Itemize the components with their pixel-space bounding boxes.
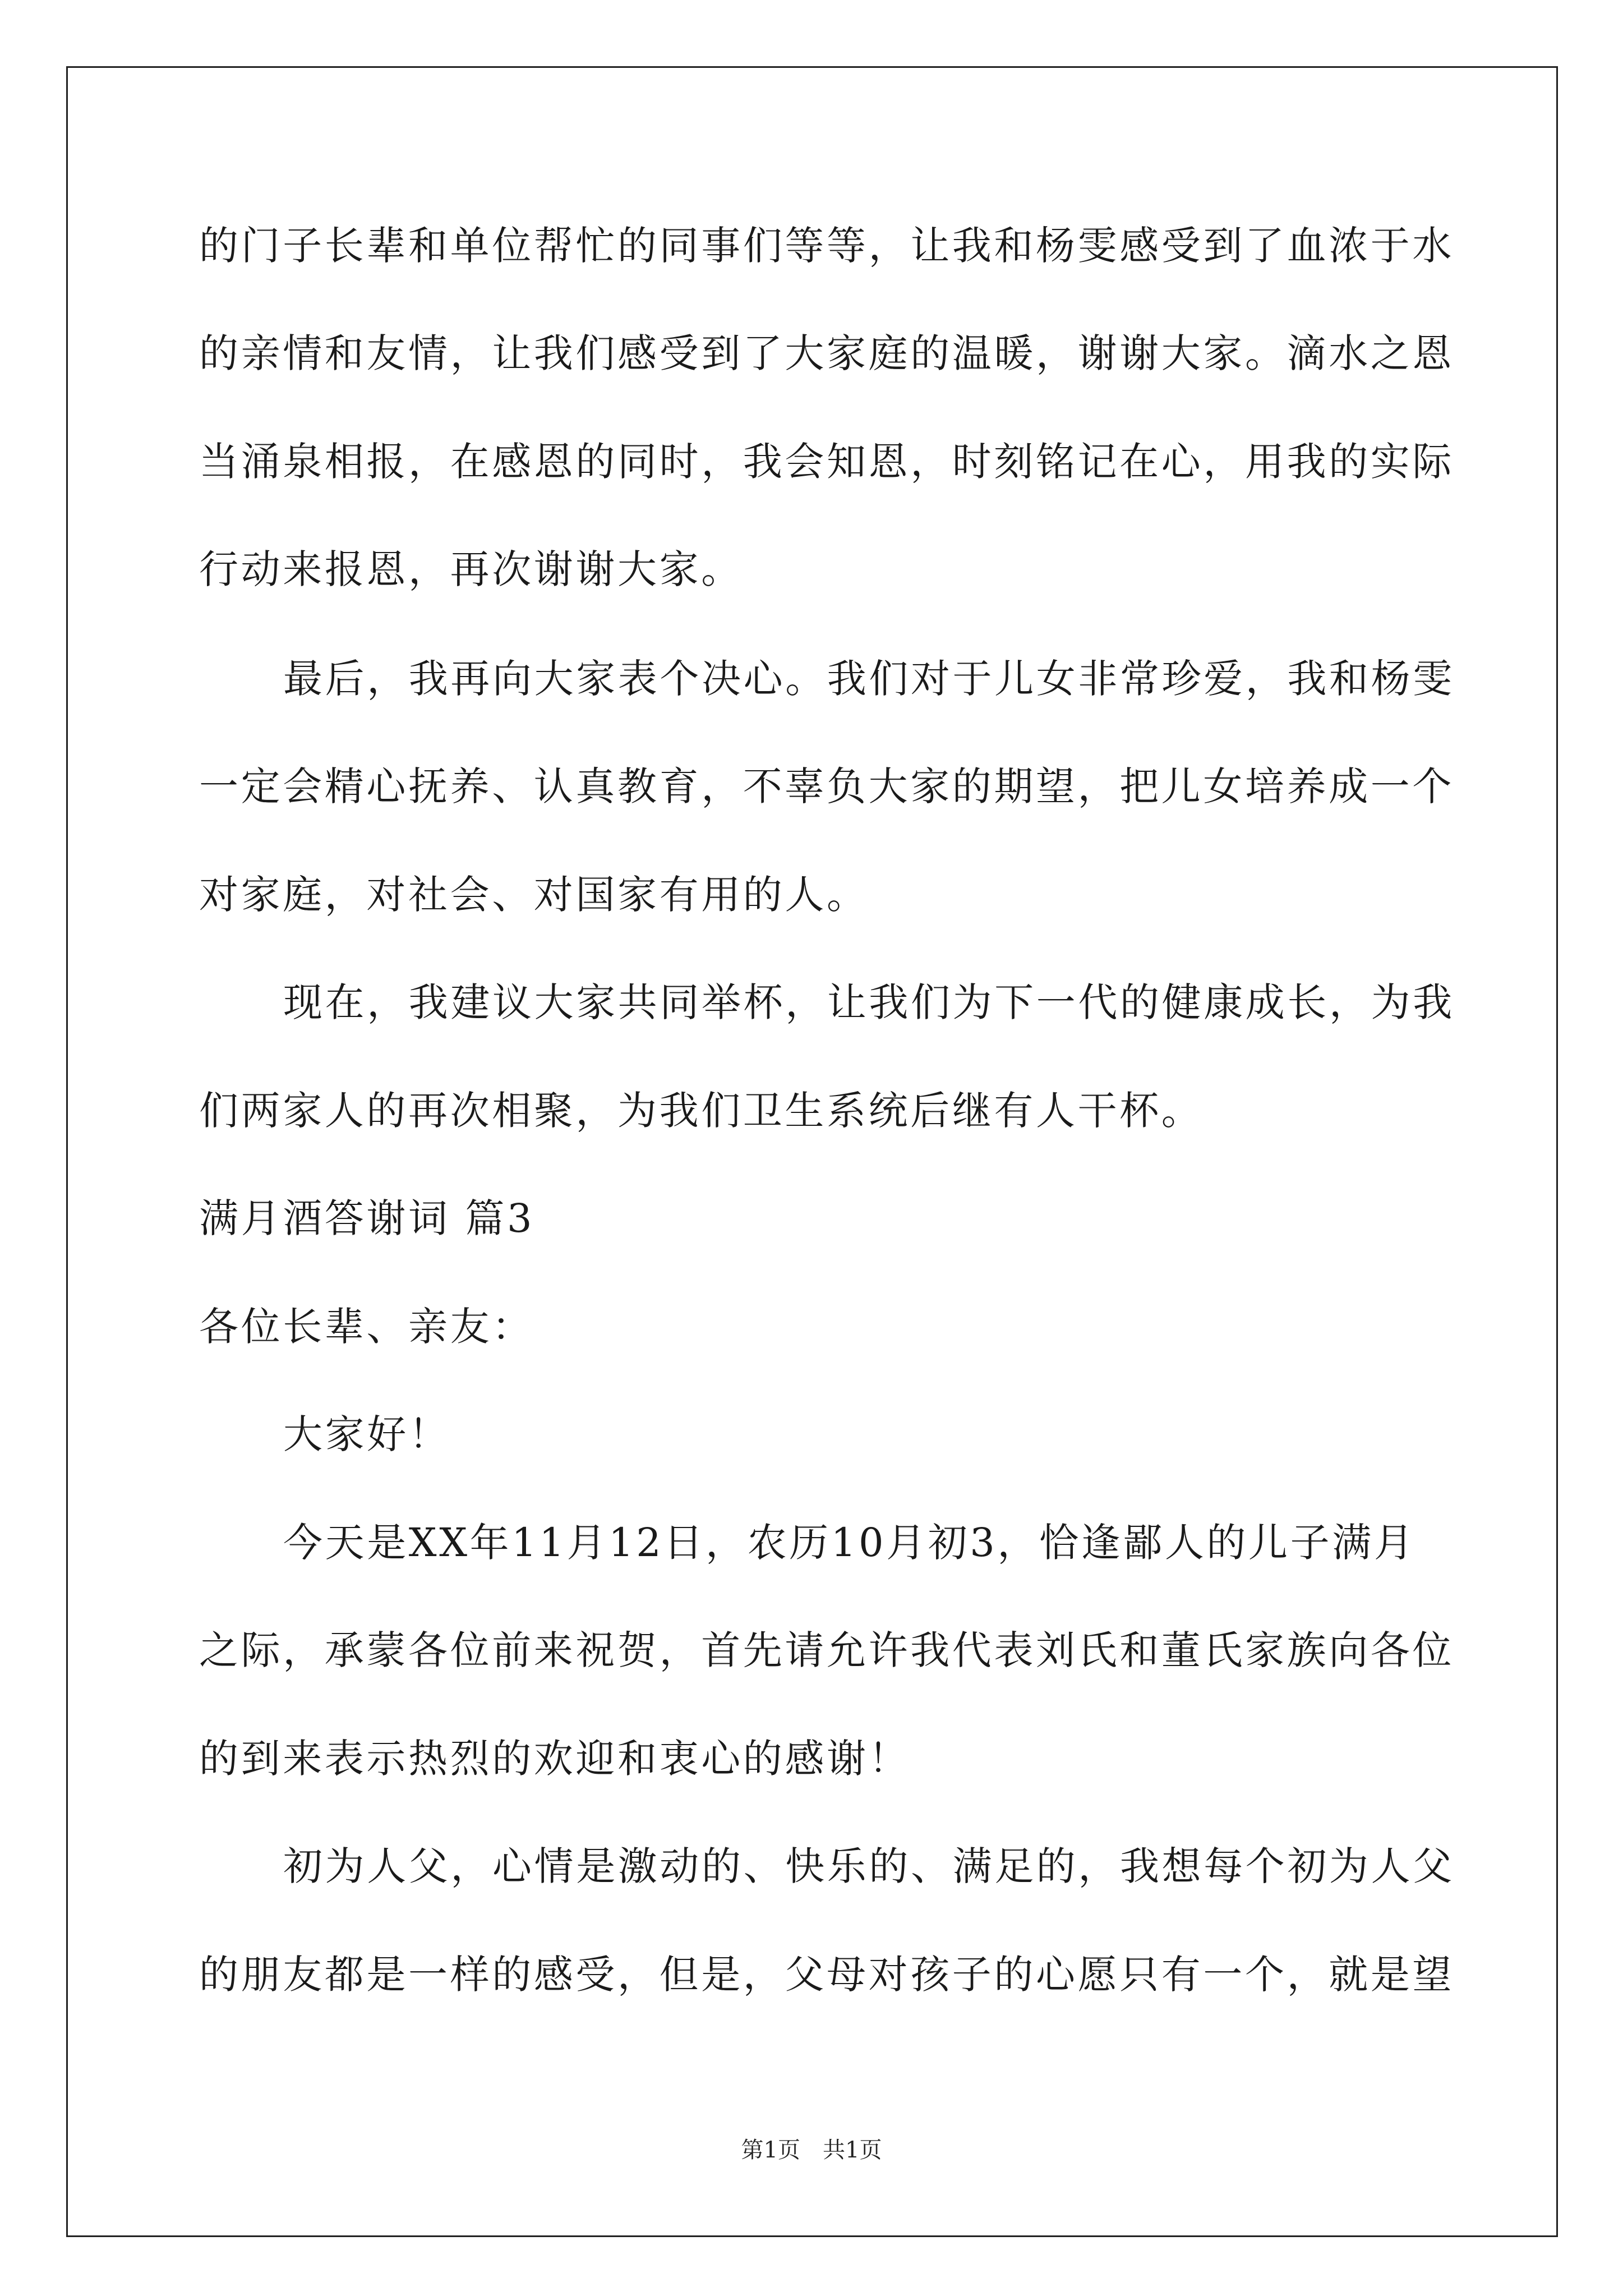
salutation: 各位长辈、亲友：	[199, 1304, 534, 1350]
section-heading: 满月酒答谢词 篇3	[199, 1195, 535, 1241]
paragraph-start-line: 最后，我再向大家表个决心。我们对于儿女非常珍爱，我和杨雯	[283, 656, 1455, 702]
body-line: 的朋友都是一样的感受，但是，父母对孩子的心愿只有一个，就是望	[199, 1952, 1454, 1998]
page-footer: 第1页 共1页	[741, 2137, 882, 2163]
body-line: 的门子长辈和单位帮忙的同事们等等，让我和杨雯感受到了血浓于水	[199, 223, 1454, 269]
body-line: 们两家人的再次相聚，为我们卫生系统后继有人干杯。	[199, 1088, 1204, 1134]
body-line: 的亲情和友情，让我们感受到了大家庭的温暖，谢谢大家。滴水之恩	[199, 330, 1454, 376]
paragraph-start-line: 初为人父，心情是激动的、快乐的、满足的，我想每个初为人父	[283, 1843, 1455, 1889]
paragraph-start-line: 现在，我建议大家共同举杯，让我们为下一代的健康成长，为我	[283, 979, 1455, 1025]
page-border	[66, 66, 1558, 2237]
body-line: 之际，承蒙各位前来祝贺，首先请允许我代表刘氏和董氏家族向各位	[199, 1627, 1454, 1673]
paragraph-start-line: 今天是XX年11月12日，农历10月初3，恰逢鄙人的儿子满月	[283, 1520, 1416, 1566]
body-line: 对家庭，对社会、对国家有用的人。	[199, 872, 869, 918]
body-line: 当涌泉相报，在感恩的同时，我会知恩，时刻铭记在心，用我的实际	[199, 439, 1454, 485]
body-line: 行动来报恩，再次谢谢大家。	[199, 546, 743, 592]
body-line: 一定会精心抚养、认真教育，不辜负大家的期望，把儿女培养成一个	[199, 763, 1454, 809]
greeting: 大家好！	[283, 1411, 451, 1457]
body-line: 的到来表示热烈的欢迎和衷心的感谢！	[199, 1736, 911, 1782]
